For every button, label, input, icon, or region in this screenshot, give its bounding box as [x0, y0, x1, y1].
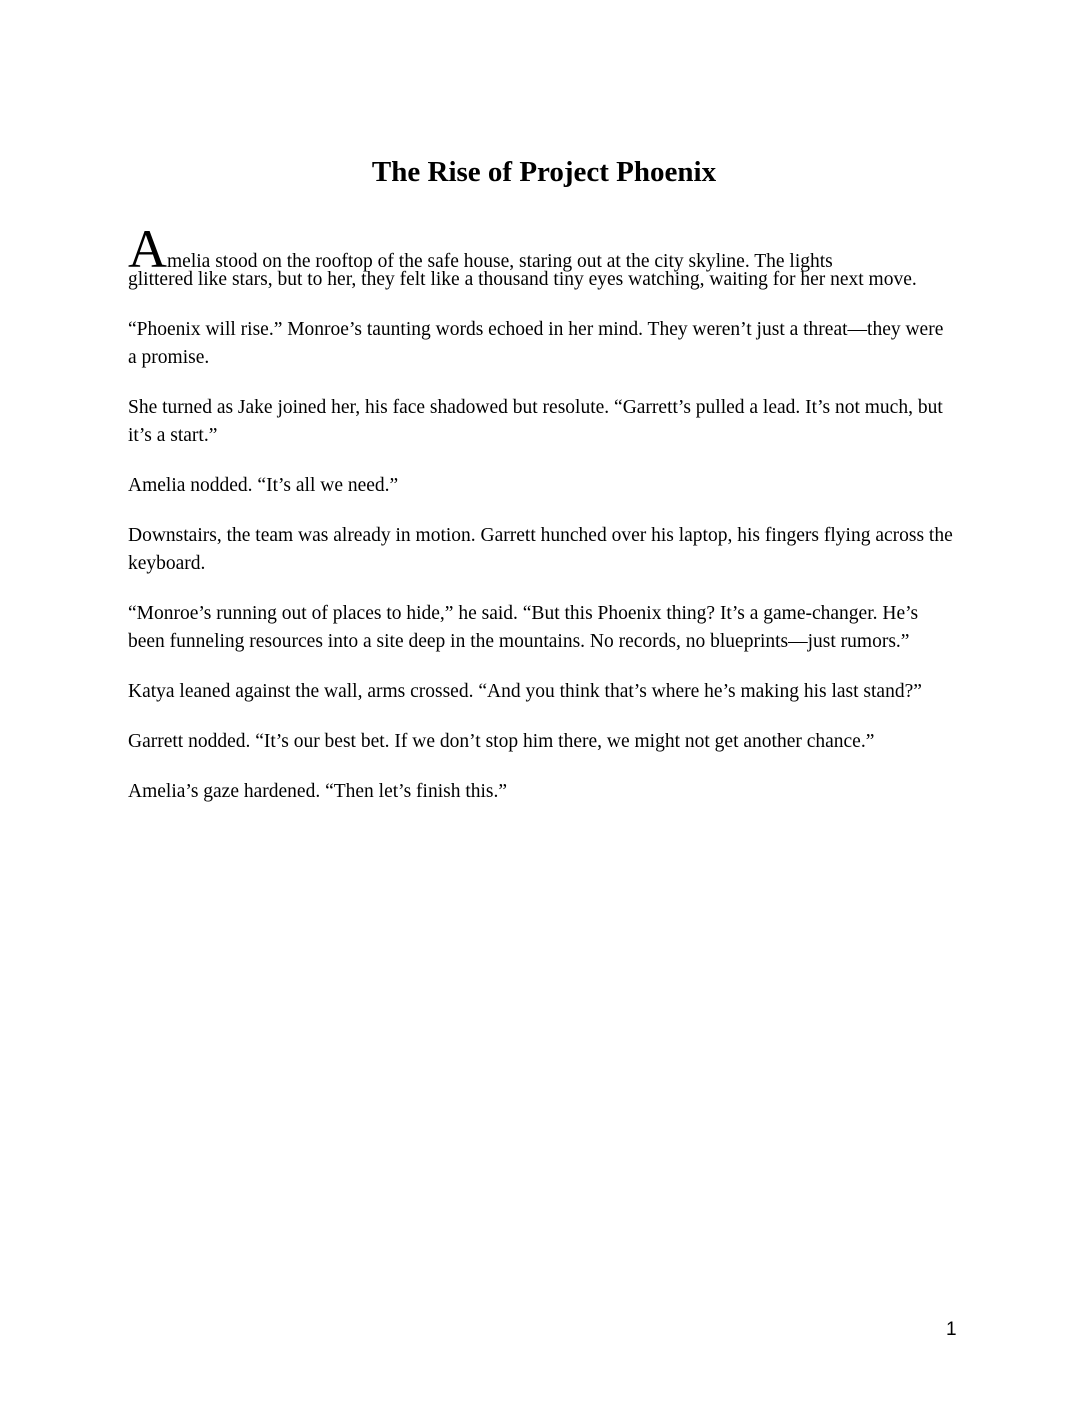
opening-paragraph [128, 219, 956, 294]
paragraph: Amelia’s gaze hardened. “Then let’s finish this.” [128, 781, 508, 802]
paragraph: Amelia nodded. “It’s all we need.” [128, 475, 399, 496]
opening-paragraph-remainder: glittered like stars, but to her, they felt like a thousand tiny eyes watching, waiting for her next move. [128, 269, 917, 290]
drop-cap: A [128, 219, 167, 279]
paragraph: “Monroe’s running out of places to hide,” he said. “But this Phoenix thing? It’s a game-changer. He’s been funneling resources into a site deep in the mountains. No records, no blueprints—just rumors.” [128, 603, 919, 652]
paragraph: “Phoenix will rise.” Monroe’s taunting words echoed in her mind. They weren’t just a threat—they were a promise. [128, 319, 944, 368]
document-title: The Rise of Project Phoenix [371, 156, 717, 188]
page-number: 1 [946, 1319, 957, 1340]
paragraph: Downstairs, the team was already in motion. Garrett hunched over his laptop, his fingers flying across the keyboard. [128, 525, 953, 574]
paragraph: Garrett nodded. “It’s our best bet. If we don’t stop him there, we might not get another chance.” [128, 731, 875, 752]
paragraph: Katya leaned against the wall, arms crossed. “And you think that’s where he’s making his last stand?” [128, 681, 922, 702]
paragraph: She turned as Jake joined her, his face shadowed but resolute. “Garrett’s pulled a lead. It’s not much, but it’s a start.” [128, 397, 943, 446]
document-body [128, 219, 956, 828]
opening-first-line-text: melia stood on the rooftop of the safe house, staring out at the city skyline. The lights [167, 251, 833, 272]
